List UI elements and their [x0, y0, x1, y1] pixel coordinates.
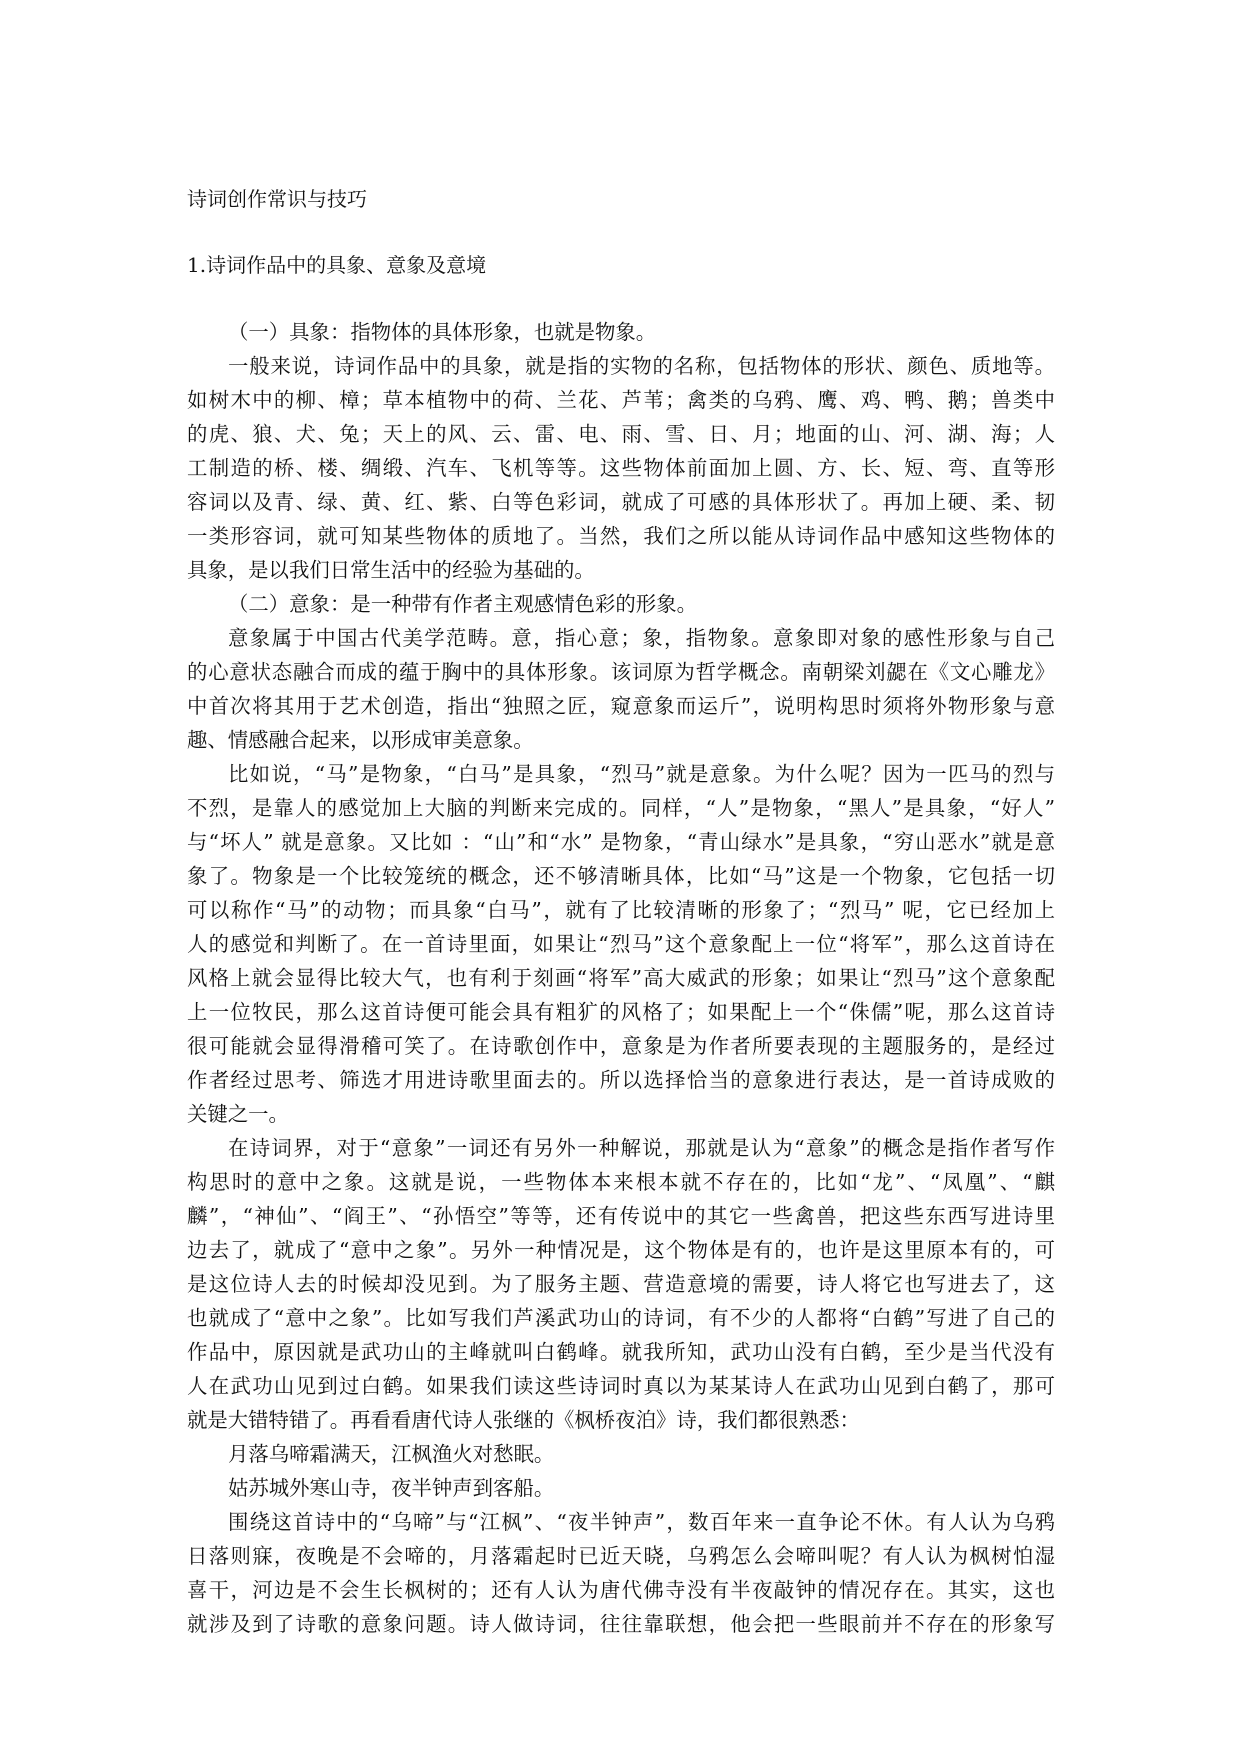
- text-line: 人在武功山见到过白鹤。如果我们读这些诗词时真以为某某诗人在武功山见到白鹤了，那可: [187, 1374, 1055, 1398]
- text-line: 人的感觉和判断了。在一首诗里面，如果让“烈马”这个意象配上一位“将军”，那么这首诗在: [187, 932, 1055, 956]
- text-line: 日落则寐，夜晚是不会啼的，月落霜起时已近天晓，乌鸦怎么会啼叫呢？有人认为枫树怕湿: [187, 1544, 1055, 1568]
- text-line: 可以称作“马”的动物；而具象“白马”，就有了比较清晰的形象了；“烈马” 呢，它已经加上: [187, 898, 1055, 922]
- text-line: 意象属于中国古代美学范畴。意，指心意；象，指物象。意象即对象的感性形象与自己: [228, 626, 1055, 650]
- text-line: 容词以及青、绿、黄、红、紫、白等色彩词，就成了可感的具体形状了。再加上硬、柔、韧: [187, 490, 1055, 514]
- text-line: 是这位诗人去的时候却没见到。为了服务主题、营造意境的需要，诗人将它也写进去了，这: [187, 1272, 1055, 1296]
- text-line: 一般来说，诗词作品中的具象，就是指的实物的名称，包括物体的形状、颜色、质地等。: [228, 354, 1055, 378]
- text-line: （一）具象：指物体的具体形象，也就是物象。: [228, 320, 657, 344]
- text-line: 一类形容词，就可知某些物体的质地了。当然，我们之所以能从诗词作品中感知这些物体的: [187, 524, 1055, 548]
- text-line: 上一位牧民，那么这首诗便可能会具有粗犷的风格了；如果配上一个“侏儒”呢，那么这首诗: [187, 1000, 1055, 1024]
- text-line: 作品中，原因就是武功山的主峰就叫白鹤峰。就我所知，武功山没有白鹤，至少是当代没有: [187, 1340, 1055, 1364]
- text-line: 关键之一。: [187, 1102, 289, 1126]
- text-line: 风格上就会显得比较大气，也有利于刻画“将军”高大威武的形象；如果让“烈马”这个意象配: [187, 966, 1055, 990]
- text-line: 月落乌啼霜满天，江枫渔火对愁眠。: [228, 1442, 555, 1466]
- body-text: [187, 315, 1055, 1641]
- text-line: 很可能就会显得滑稽可笑了。在诗歌创作中，意象是为作者所要表现的主题服务的，是经过: [187, 1034, 1055, 1058]
- text-line: 就是大错特错了。再看看唐代诗人张继的《枫桥夜泊》诗，我们都很熟悉：: [187, 1408, 860, 1432]
- text-line: 围绕这首诗中的“乌啼”与“江枫”、“夜半钟声”，数百年来一直争论不休。有人认为乌鸦: [228, 1510, 1055, 1534]
- text-line: 的虎、狼、犬、兔；天上的风、云、雷、电、雨、雪、日、月；地面的山、河、湖、海；人: [187, 422, 1055, 446]
- text-line: 喜干，河边是不会生长枫树的；还有人认为唐代佛寺没有半夜敲钟的情况存在。其实，这也: [187, 1578, 1055, 1602]
- text-line: 就涉及到了诗歌的意象问题。诗人做诗词，往往靠联想，他会把一些眼前并不存在的形象写: [187, 1612, 1055, 1636]
- document-title: 诗词创作常识与技巧: [187, 187, 367, 211]
- text-line: 中首次将其用于艺术创造，指出“独照之匠，窥意象而运斤”，说明构思时须将外物形象与意: [187, 694, 1055, 718]
- text-line: 作者经过思考、筛选才用进诗歌里面去的。所以选择恰当的意象进行表达，是一首诗成败的: [187, 1068, 1055, 1092]
- text-line: 具象，是以我们日常生活中的经验为基础的。: [187, 558, 595, 582]
- text-line: 比如说，“马”是物象，“白马”是具象，“烈马”就是意象。为什么呢？因为一匹马的烈与: [228, 762, 1055, 786]
- text-line: 在诗词界，对于“意象”一词还有另外一种解说，那就是认为“意象”的概念是指作者写作: [228, 1136, 1055, 1160]
- text-line: 也就成了“意中之象”。比如写我们芦溪武功山的诗词，有不少的人都将“白鹤”写进了自己的: [187, 1306, 1055, 1330]
- text-line: 构思时的意中之象。这就是说，一些物体本来根本就不存在的，比如“龙”、“凤凰”、“麒: [187, 1170, 1055, 1194]
- text-line: 边去了，就成了“意中之象”。另外一种情况是，这个物体是有的，也许是这里原本有的，可: [187, 1238, 1055, 1262]
- text-line: 麟”，“神仙”、“阎王”、“孙悟空”等等，还有传说中的其它一些禽兽，把这些东西写进诗里: [187, 1204, 1055, 1228]
- text-line: 姑苏城外寒山寺，夜半钟声到客船。: [228, 1476, 555, 1500]
- section-title: 1.诗词作品中的具象、意象及意境: [187, 253, 487, 277]
- text-line: 工制造的桥、楼、绸缎、汽车、飞机等等。这些物体前面加上圆、方、长、短、弯、直等形: [187, 456, 1055, 480]
- text-line: （二）意象：是一种带有作者主观感情色彩的形象。: [228, 592, 697, 616]
- text-line: 如树木中的柳、樟；草本植物中的荷、兰花、芦苇；禽类的乌鸦、鹰、鸡、鸭、鹅；兽类中: [187, 388, 1055, 412]
- text-line: 趣、情感融合起来，以形成审美意象。: [187, 728, 534, 752]
- text-line: 与“坏人” 就是意象。又比如 ：“山”和“水” 是物象，“青山绿水”是具象，“穷山恶水”就是意: [187, 830, 1055, 854]
- document-page: [187, 0, 1055, 1754]
- text-line: 的心意状态融合而成的蕴于胸中的具体形象。该词原为哲学概念。南朝梁刘勰在《文心雕龙》: [187, 660, 1055, 684]
- text-line: 象了。物象是一个比较笼统的概念，还不够清晰具体，比如“马”这是一个物象，它包括一切: [187, 864, 1055, 888]
- text-line: 不烈，是靠人的感觉加上大脑的判断来完成的。同样，“人”是物象，“黑人”是具象，“好人”: [187, 796, 1055, 820]
